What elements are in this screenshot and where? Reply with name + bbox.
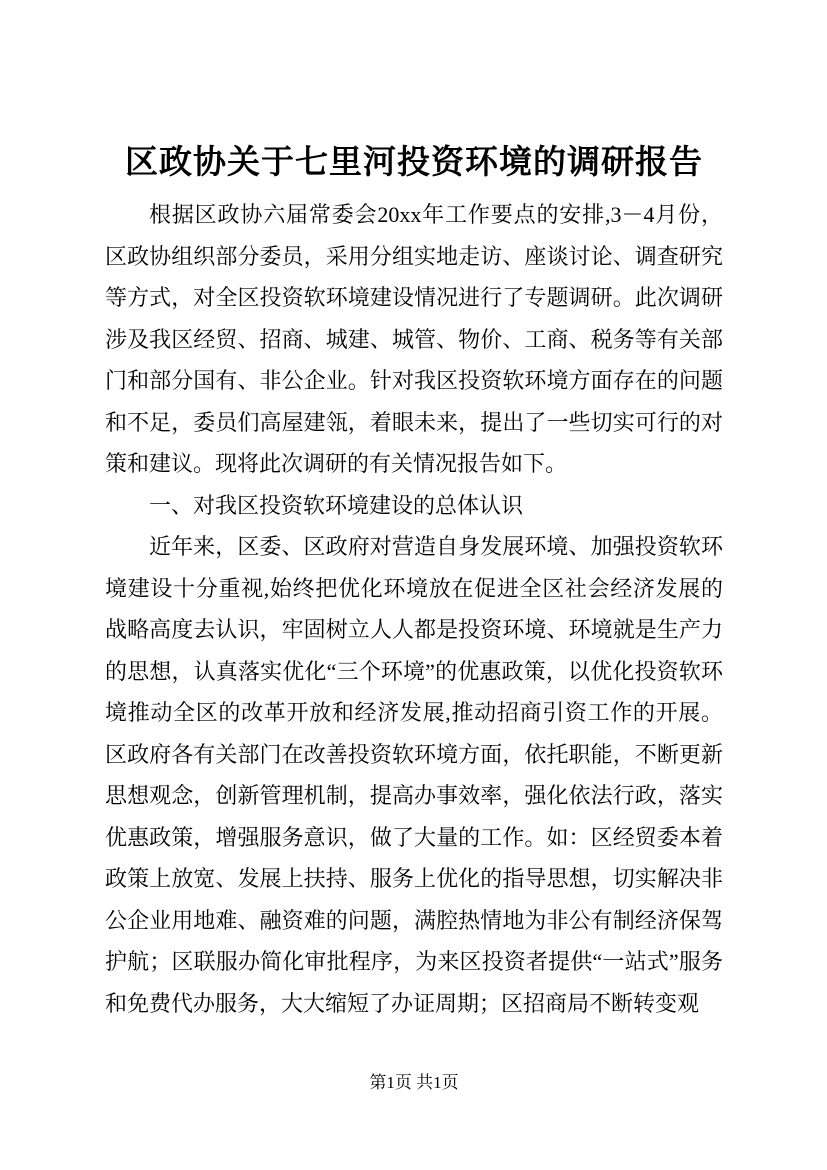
document-content — [105, 140, 723, 1024]
document-title: 区政协关于七里河投资环境的调研报告 — [125, 145, 703, 181]
paragraph-intro: 根据区政协六届常委会20xx年工作要点的安排,3－4月份，区政协组织部分委员，采用分组实地走访、座谈讨论、调查研究等方式，对全区投资软环境建设情况进行了专题调研。此次调研涉及我区经贸、招商、城建、城管、物价、工商、税务等有关部门和部分国有、非公企业。针对我区投资软环境方面存在的问题和不足，委员们高屋建瓴，着眼未来，提出了一些切实可行的对策和建议。现将此次调研的有关情况报告如下。 — [105, 202, 723, 477]
paragraph-section-1: 近年来，区委、区政府对营造自身发展环境、加强投资软环境建设十分重视,始终把优化环境放在促进全区社会经济发展的战略高度去认识，牢固树立人人都是投资环境、环境就是生产力的思想，认真落实优化“三个环境”的优惠政策，以优化投资软环境推动全区的改革开放和经济发展,推动招商引资工作的开展。区政府各有关部门在改善投资软环境方面，依托职能，不断更新思想观念，创新管理机制，提高办事效率，强化依法行政，落实优惠政策，增强服务意识，做了大量的工作。如：区经贸委本着政策上放宽、发展上扶持、服务上优化的指导思想，切实解决非公企业用地难、融资难的问题，满腔热情地为非公有制经济保驾护航；区联服办简化审批程序，为来区投资者提供“一站式”服务和免费代办服务，大大缩短了办证周期；区招商局不断转变观 — [105, 534, 723, 1016]
section-heading-1: 一、对我区投资软环境建设的总体认识 — [149, 492, 524, 518]
page-number-footer: 第1页 共1页 — [369, 1073, 459, 1092]
